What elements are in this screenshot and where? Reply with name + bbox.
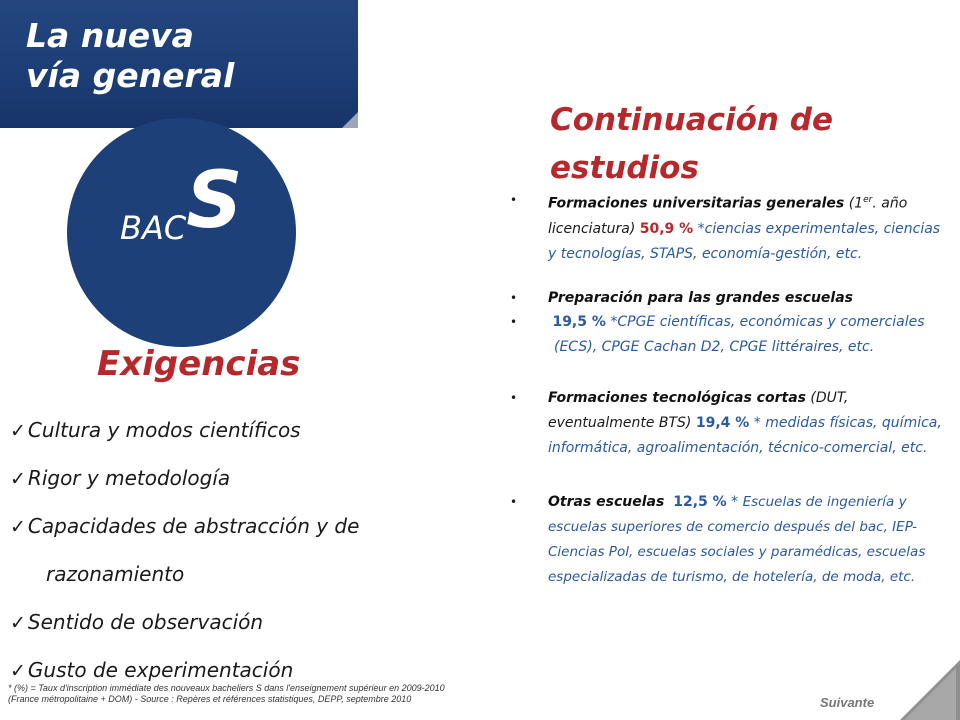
item-percentage: 12,5 % [673,494,727,510]
footnote-line: * (%) = Taux d'inscription immédiate des nouveaux bacheliers S dans l'enseignement supérieur en 2009-2010 [8,683,445,693]
bac-letter: S [186,156,243,246]
bac-s-label [120,156,243,258]
item-asterisk: * [726,494,743,510]
next-arrow-highlight [904,668,956,720]
item-paren: (DUT, eventualmente BTS) [548,390,849,431]
item-percentage: 50,9 % [639,220,694,237]
bullet-icon: • [510,291,518,305]
item-detail: Escuelas de ingeniería y escuelas superiores de comercio después del bac, IEP-Ciencias Pol, escuelas sociales y paramédicas, escuelas especializadas de turismo, de hotelería, de moda, etc. [548,494,926,585]
bullet-icon: • [510,495,518,509]
continuation-item [510,310,946,360]
banner-corner-decoration [342,112,358,128]
item-superscript: er [863,195,873,205]
footnote-line: (France métropolitaine + DOM) - Source : Repères et références statistiques, DEPP, septembre 2010 [8,694,412,704]
bullet-icon: • [510,193,518,207]
bac-prefix: BAC [120,209,187,247]
item-detail: * medidas físicas, química, informática, agroalimentación, técnico-comercial, etc. [548,415,942,456]
source-footnote [8,683,548,705]
continuation-item [510,188,946,267]
item-lead: Formaciones tecnológicas cortas [548,390,806,406]
item-detail: *ciencias experimentales, ciencias y tecnologías, STAPS, economía-gestión, etc. [548,220,941,262]
requirement-item-continuation [46,562,184,586]
bullet-icon: • [510,315,518,329]
slide-title-line1: La nueva [26,16,194,55]
checkmark-icon: ✓ [10,468,26,490]
item-lead: Formaciones universitarias generales [548,195,845,212]
slide-title [26,16,234,96]
checkmark-icon: ✓ [10,612,26,634]
next-link[interactable]: Suivante [820,695,875,710]
continuation-heading: Continuación de estudios [550,102,833,186]
item-detail: *CPGE científicas, económicas y comerciales [605,314,925,330]
item-paren: (1 [844,195,864,212]
requirement-text: Sentido de observación [27,610,264,634]
requirement-text: razonamiento [46,562,185,586]
requirement-text: Capacidades de abstracción y de [27,514,360,538]
item-percentage: 19,5 % [552,314,606,330]
requirements-heading: Exigencias [97,344,301,384]
requirement-text: Gusto de experimentación [27,658,294,682]
requirement-item [10,610,263,634]
requirement-text: Cultura y modos científicos [27,418,301,442]
continuation-item [510,286,946,311]
requirement-item [10,658,293,682]
continuation-item [510,490,946,590]
checkmark-icon: ✓ [10,420,26,442]
requirement-text: Rigor y metodología [27,466,231,490]
checkmark-icon: ✓ [10,660,26,682]
requirement-item [10,514,359,538]
item-detail-continued: (ECS), CPGE Cachan D2, CPGE littéraires, etc. [554,339,875,355]
bullet-icon: • [510,391,518,405]
item-percentage: 19,4 % [695,415,750,431]
checkmark-icon: ✓ [10,516,26,538]
item-paren-rest: . año licenciatura) [548,195,908,237]
item-lead: Preparación para las grandes escuelas [548,290,853,306]
slide-title-line2: vía general [26,56,235,95]
item-lead: Otras escuelas [548,494,665,510]
requirement-item [10,466,230,490]
continuation-item [510,386,946,461]
requirement-item [10,418,301,442]
